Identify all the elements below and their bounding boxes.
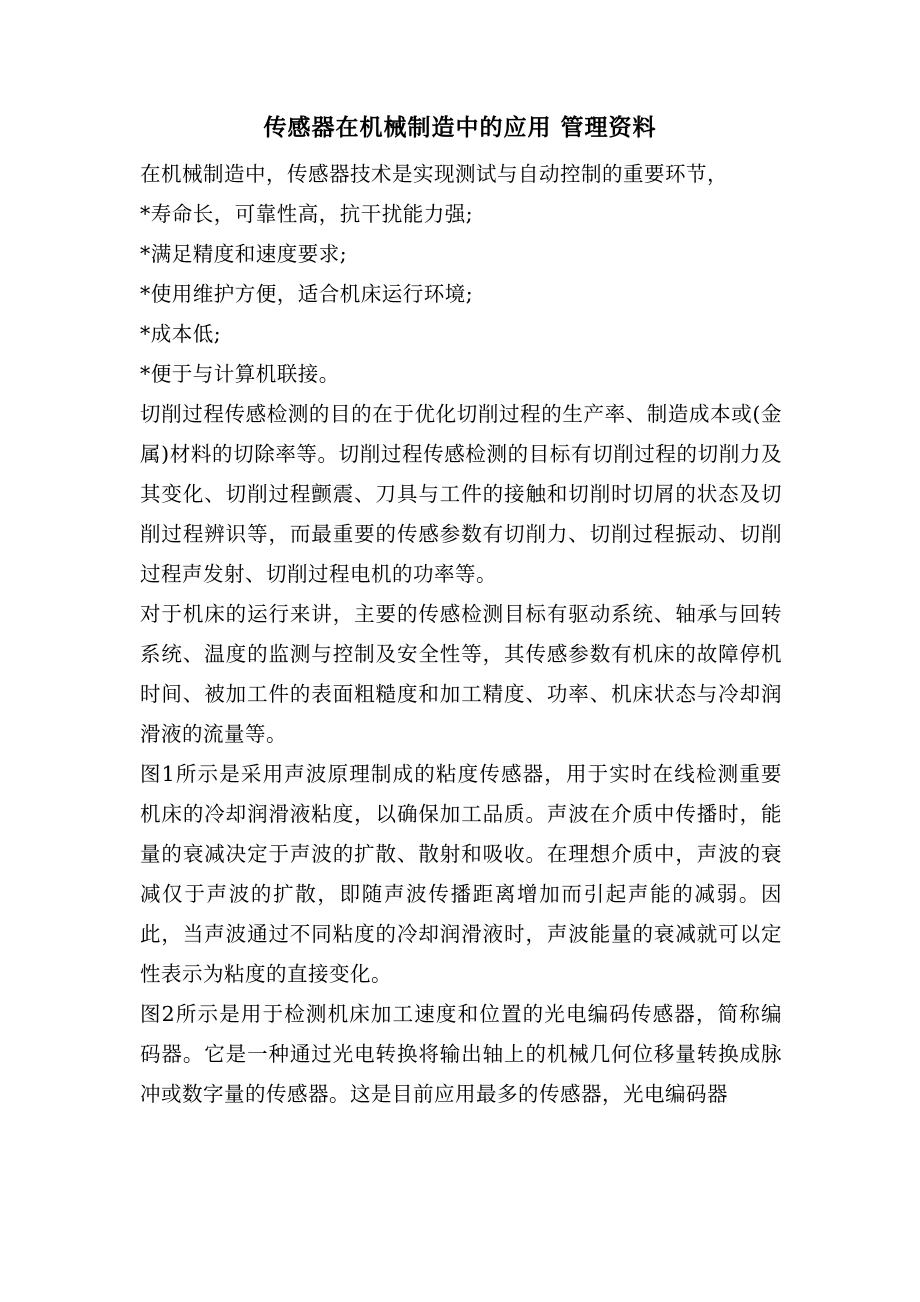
paragraph-machine-operation: 对于机床的运行来讲，主要的传感检测目标有驱动系统、轴承与回转系统、温度的监测与控制及安全性等，其传感参数有机床的故障停机时间、被加工件的表面粗糙度和加工精度、功率、机床状态与冷却润滑液的流量等。: [140, 602, 782, 746]
bullet-item: *寿命长，可靠性高，抗干扰能力强;: [140, 202, 474, 226]
bullet-item: *满足精度和速度要求;: [140, 242, 348, 266]
document-title: 传感器在机械制造中的应用 管理资料: [263, 114, 657, 141]
bullet-item: *使用维护方便，适合机床运行环境;: [140, 282, 474, 306]
document-body: [140, 154, 782, 1114]
bullet-item: *便于与计算机联接。: [140, 362, 340, 386]
paragraph-intro: 在机械制造中，传感器技术是实现测试与自动控制的重要环节，: [140, 162, 728, 186]
paragraph-encoder: 图2所示是用于检测机床加工速度和位置的光电编码传感器，简称编码器。它是一种通过光电转换将输出轴上的机械几何位移量转换成脉冲或数字量的传感器。这是目前应用最多的传感器，光电编码器: [140, 1002, 782, 1106]
paragraph-cutting-process: 切削过程传感检测的目的在于优化切削过程的生产率、制造成本或(金属)材料的切除率等。切削过程传感检测的目标有切削过程的切削力及其变化、切削过程颤震、刀具与工件的接触和切削时切屑的状态及切削过程辨识等，而最重要的传感参数有切削力、切削过程振动、切削过程声发射、切削过程电机的功率等。: [140, 402, 782, 586]
paragraph-viscosity-sensor: 图1所示是采用声波原理制成的粘度传感器，用于实时在线检测重要机床的冷却润滑液粘度，以确保加工品质。声波在介质中传播时，能量的衰减决定于声波的扩散、散射和吸收。在理想介质中，声波的衰减仅于声波的扩散，即随声波传播距离增加而引起声能的减弱。因此，当声波通过不同粘度的冷却润滑液时，声波能量的衰减就可以定性表示为粘度的直接变化。: [140, 762, 782, 986]
bullet-item: *成本低;: [140, 322, 222, 346]
